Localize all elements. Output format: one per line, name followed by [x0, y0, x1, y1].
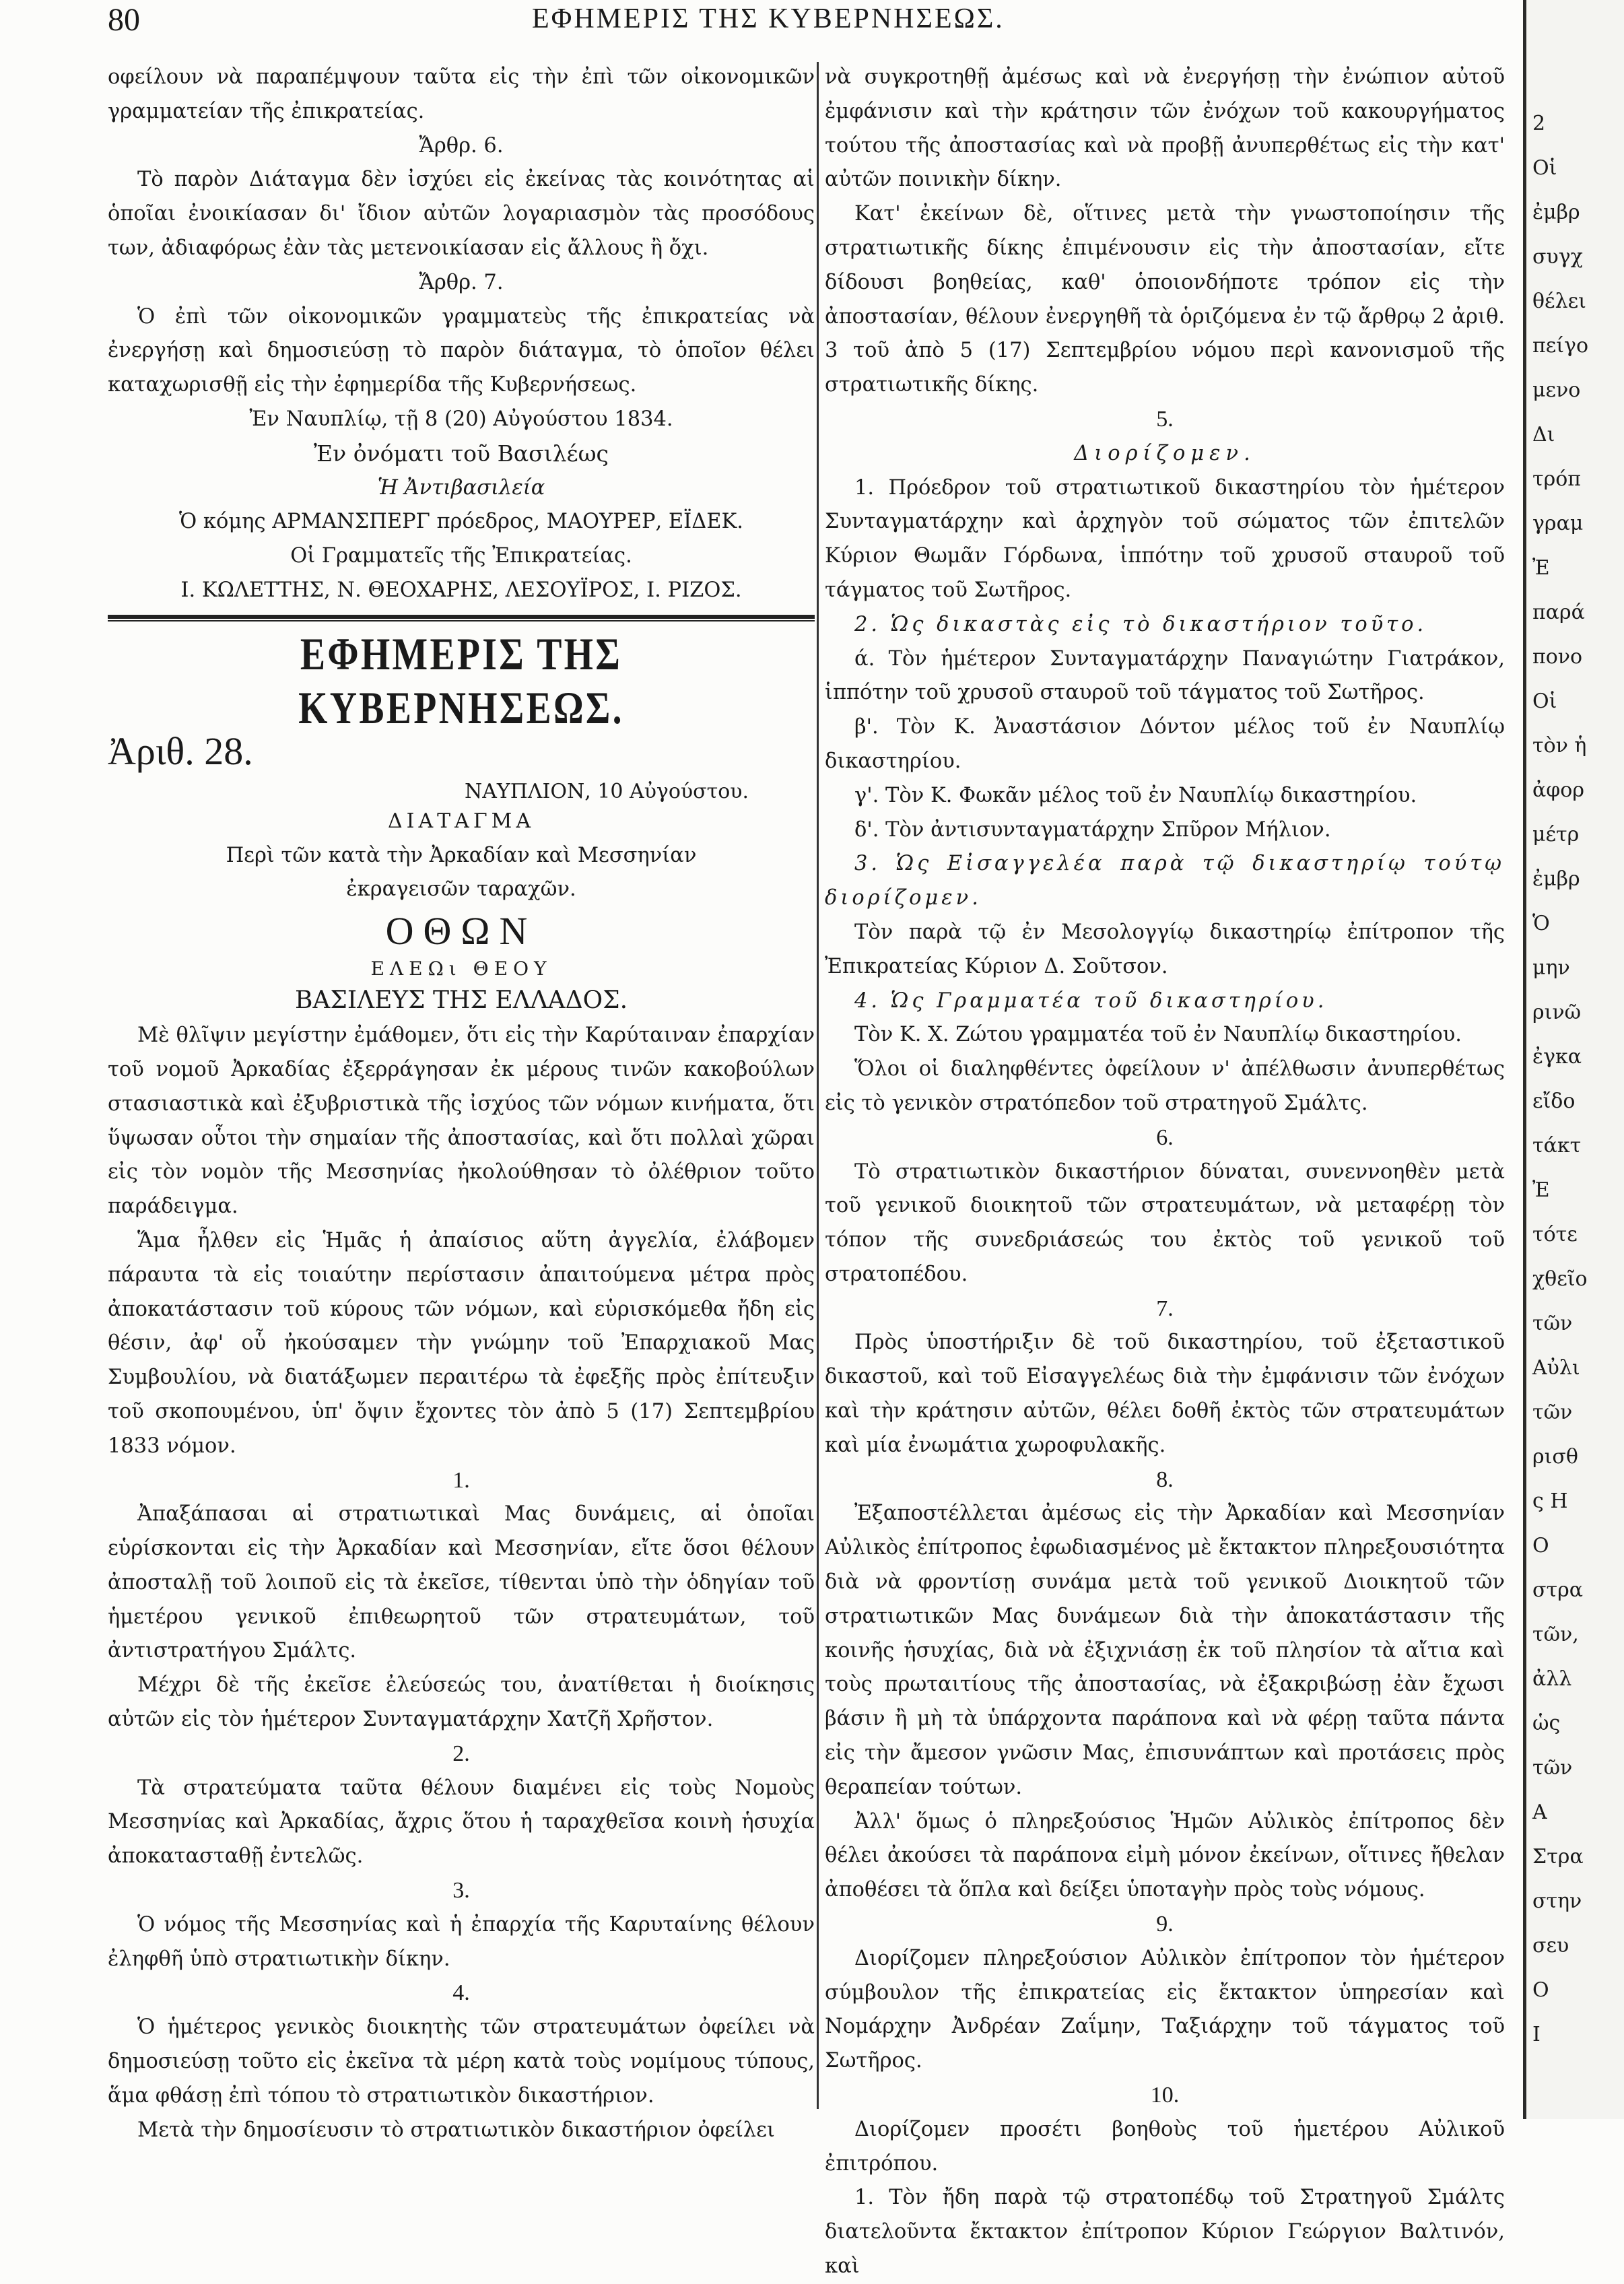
- paragraph: Ἀπαξάπασαι αἱ στρατιωτικαὶ Μας δυνάμεις, αἱ ὁποῖαι εὑρίσκονται εἰς τὴν Ἀρκαδίαν καὶ Μεσσηνίαν, εἴτε ὅσοι θέλουν ἀποσταλῇ τοῦ λοιποῦ εἰς τὰ ἐκεῖσε, τίθενται ὑπὸ τὴν ὁδηγίαν τοῦ ἡμετέρου γενικοῦ ἐπιθεωρητοῦ τῶν στρατευμάτων, τοῦ ἀντιστρατήγου Σμάλτς.: [108, 1502, 815, 1663]
- edge-fragment: τῶν: [1532, 1312, 1573, 1335]
- edge-fragment: τῶν: [1532, 1756, 1573, 1780]
- running-title: ΕΦΗΜΕΡΙΣ ΤΗΣ ΚΥΒΕΡΝΗΣΕΩΣ.: [532, 3, 1005, 34]
- paragraph: Ἅμα ἦλθεν εἰς Ἡμᾶς ἡ ἀπαίσιος αὕτη ἀγγελία, ἐλάβομεν πάραυτα τὰ εἰς τοιαύτην περίστασιν ἀπαιτούμενα μέτρα πρὸς ἀποκατάστασιν τοῦ κύρους τῶν νόμων, καὶ εὑρισκόμεθα ἤδη εἰς θέσιν, ἀφ' οὗ ἠκούσαμεν τὴν γνώμην τοῦ Ἐπαρχιακοῦ Μας Συμβουλίου, νὰ διατάξωμεν περαιτέρω τὰ ἐφεξῆς πρὸς ἐπίτευξιν τοῦ σκοπουμένου, ὑπ' ὄψιν ἔχοντες τὸν ἀπὸ 5 (17) Σεπτεμβρίου 1833 νόμον.: [108, 1228, 815, 1458]
- secretaries-title: Οἱ Γραμματεῖς τῆς Ἐπικρατείας.: [290, 544, 632, 568]
- paragraph: 2. Ὡς δικαστὰς εἰς τὸ δικαστήριον τοῦτο.: [854, 612, 1427, 636]
- edge-fragment: Αὐλι: [1532, 1356, 1580, 1380]
- edge-fragment: μενο: [1532, 378, 1581, 402]
- paragraph: ά. Τὸν ἡμέτερον Συνταγματάρχην Παναγιώτην Γιατράκον, ἱππότην τοῦ χρυσοῦ σταυροῦ τοῦ τάγματος τοῦ Σωτῆρος.: [825, 646, 1505, 705]
- article-heading: Ἄρθρ. 6.: [419, 133, 504, 158]
- issue-row: [108, 729, 815, 805]
- edge-fragment: Ἐ: [1532, 1178, 1550, 1202]
- edge-fragment: τρόπ: [1532, 467, 1582, 491]
- edge-fragment: ἐμβρ: [1532, 867, 1580, 891]
- article-number: 7.: [1156, 1296, 1174, 1321]
- edge-fragment: μην: [1532, 956, 1570, 980]
- edge-fragment: Ἐ: [1532, 556, 1550, 580]
- edge-fragment: Α: [1532, 1801, 1547, 1824]
- article-number: 2.: [452, 1741, 470, 1766]
- page-header: [101, 0, 1522, 39]
- decree-label: ΔΙΑΤΑΓΜΑ: [387, 809, 535, 833]
- right-column: [825, 61, 1505, 2284]
- edge-fragment: στην: [1532, 1889, 1582, 1913]
- paragraph: 3. Ὡς Εἰσαγγελέα παρὰ τῷ δικαστηρίῳ τούτῳ διορίζομεν.: [825, 852, 1505, 910]
- paragraph: 1. Πρόεδρον τοῦ στρατιωτικοῦ δικαστηρίου τὸν ἡμέτερον Συνταγματάρχην καὶ ἀρχηγὸν τοῦ σώματος τῶν ἐπιτελῶν Κύριον Θωμᾶν Γόρδωνα, ἱππότην τοῦ χρυσοῦ σταυροῦ τοῦ τάγματος τοῦ Σωτῆρος.: [825, 475, 1505, 602]
- paragraph: οφείλουν νὰ παραπέμψουν ταῦτα εἰς τὴν ἐπὶ τῶν οἰκονομικῶν γραμματείαν τῆς ἐπικρατείας.: [108, 65, 815, 123]
- edge-fragment: παρά: [1532, 601, 1585, 624]
- edge-fragment: πονο: [1532, 645, 1583, 669]
- article-number: 1.: [452, 1467, 470, 1493]
- section-rule: [108, 620, 815, 622]
- paragraph: 4. Ὡς Γραμματέα τοῦ δικαστηρίου.: [854, 988, 1328, 1013]
- edge-fragment: πείγο: [1532, 334, 1589, 358]
- paragraph: Μετὰ τὴν δημοσίευσιν τὸ στρατιωτικὸν δικαστήριον ὀφείλει: [137, 2118, 775, 2142]
- edge-fragment: στρα: [1532, 1578, 1583, 1602]
- paragraph: γ'. Τὸν Κ. Φωκᾶν μέλος τοῦ ἐν Ναυπλίῳ δικαστηρίου.: [854, 783, 1417, 807]
- edge-fragment: χθεῖο: [1532, 1267, 1588, 1291]
- edge-fragment: μέτρ: [1532, 823, 1580, 846]
- edge-fragment: Ι: [1532, 2023, 1541, 2046]
- edge-fragment: εἴδο: [1532, 1089, 1576, 1113]
- edge-fragment: σευ: [1532, 1934, 1569, 1957]
- article-number: 5.: [1156, 406, 1174, 432]
- page-number: 80: [108, 2, 140, 38]
- paragraph: Ὁ ἡμέτερος γενικὸς διοικητὴς τῶν στρατευμάτων ὀφείλει νὰ δημοσιεύσῃ τοῦτο εἰς ἐκεῖνα τὰ μέρη κατὰ τοὺς νομίμους τύπους, ἅμα φθάσῃ ἐπὶ τόπου τὸ στρατιωτικὸν δικαστήριον.: [108, 2015, 815, 2108]
- edge-fragment: Δι: [1532, 423, 1555, 446]
- masthead: ΕΦΗΜΕΡΙΣ ΤΗΣ ΚΥΒΕΡΝΗΣΕΩΣ.: [298, 628, 624, 733]
- left-column: [108, 61, 815, 2147]
- king-title: ΒΑΣΙΛΕΥΣ ΤΗΣ ΕΛΛΑΔΟΣ.: [294, 986, 628, 1015]
- column-divider: [817, 62, 819, 2109]
- edge-fragment: τῶν,: [1532, 1623, 1579, 1646]
- paragraph: νὰ συγκροτηθῇ ἀμέσως καὶ νὰ ἐνεργήσῃ τὴν ἐνώπιον αὐτοῦ ἐμφάνισιν καὶ τὴν κράτησιν τῶν ἐνόχων τοῦ κακουργήματος τούτου τῆς ἀποστασίας καὶ νὰ προβῇ ἀνυπερθέτως εἰς τὴν κατ' αὐτῶν ποινικὴν δίκην.: [825, 65, 1505, 192]
- edge-fragment: ὡς: [1532, 1712, 1561, 1735]
- paragraph: Τὸν παρὰ τῷ ἐν Μεσολογγίῳ δικαστηρίῳ ἐπίτροπον τῆς Ἐπικρατείας Κύριον Δ. Σοῦτσον.: [825, 920, 1505, 978]
- paragraph: Ὁ ἐπὶ τῶν οἰκονομικῶν γραμματεὺς τῆς ἐπικρατείας νὰ ἐνεργήσῃ καὶ δημοσιεύσῃ τὸ παρὸν διάταγμα, τὸ ὁποῖον θέλει καταχωρισθῇ εἰς τὴν ἐφημερίδα τῆς Κυβερνήσεως.: [108, 304, 815, 397]
- paragraph: 1. Τὸν ἤδη παρὰ τῷ στρατοπέδῳ τοῦ Στρατηγοῦ Σμάλτς διατελοῦντα ἔκτακτον ἐπίτροπον Κύριον Γεώργιον Βαλτινόν, καὶ: [825, 2186, 1505, 2278]
- edge-fragment: Ο: [1532, 1534, 1549, 1557]
- edge-fragment: τῶν: [1532, 1401, 1573, 1424]
- edge-fragment: τάκτ: [1532, 1134, 1582, 1157]
- edge-fragment: ἀλλ: [1532, 1667, 1572, 1691]
- by-grace-of-god: ΕΛΕΩι ΘΕΟΥ: [370, 958, 552, 980]
- section-rule: [108, 615, 815, 619]
- paragraph: Τὰ στρατεύματα ταῦτα θέλουν διαμένει εἰς τοὺς Νομοὺς Μεσσηνίας καὶ Ἀρκαδίας, ἄχρις ὅτου ἡ ταραχθεῖσα κοινὴ ἡσυχία ἀποκατασταθῇ ἐντελῶς.: [108, 1776, 815, 1869]
- facing-page-edge: [1523, 0, 1624, 2119]
- issue-number: Ἀριθ. 28.: [108, 729, 253, 773]
- paragraph: Τὸ στρατιωτικὸν δικαστήριον δύναται, συνεννοηθὲν μετὰ τοῦ γενικοῦ διοικητοῦ τῶν στρατευμάτων, νὰ μεταφέρῃ τὸν τόπον τῆς συνεδριάσεώς του ἐκτὸς τοῦ γενικοῦ τοῦ στρατοπέδου.: [825, 1160, 1505, 1286]
- edge-fragment: Οἱ: [1532, 690, 1557, 713]
- article-number: 4.: [452, 1980, 470, 2006]
- edge-fragment: συγχ: [1532, 245, 1583, 269]
- article-number: 3.: [452, 1878, 470, 1904]
- edge-fragment: ἐγκα: [1532, 1045, 1582, 1069]
- edge-fragment: Στρα: [1532, 1845, 1584, 1869]
- king-name: ΟΘΩΝ: [385, 909, 537, 953]
- date-line: Ἐν Ναυπλίῳ, τῇ 8 (20) Αὐγούστου 1834.: [249, 407, 673, 431]
- binding-rule: [1523, 0, 1526, 2119]
- secretaries-names: Ι. ΚΩΛΕΤΤΗΣ, Ν. ΘΕΟΧΑΡΗΣ, ΛΕΣΟΥΪΡΟΣ, Ι. ΡΙΖΟΣ.: [180, 578, 742, 602]
- article-number: 8.: [1156, 1467, 1174, 1492]
- edge-fragment: Οἱ: [1532, 156, 1557, 180]
- regency-members: Ὁ κόμης ΑΡΜΑΝΣΠΕΡΓ πρόεδρος, ΜΑΟΥΡΕΡ, ΕΪΔΕΚ.: [179, 510, 743, 534]
- in-name-line: Ἐν ὀνόματι τοῦ Βασιλέως: [314, 440, 609, 467]
- paragraph: Πρὸς ὑποστήριξιν δὲ τοῦ δικαστηρίου, τοῦ ἐξεταστικοῦ δικαστοῦ, καὶ τοῦ Εἰσαγγελέως διὰ τὴν ἐμφάνισιν τῶν ἐνόχων καὶ τὴν κράτησιν αὐτῶν, θέλει δοθῆ ἐκτὸς τῶν στρατευμάτων καὶ μία ἐνωμάτια χωροφυλακῆς.: [825, 1331, 1505, 1457]
- edge-fragment: θέλει: [1532, 290, 1586, 313]
- article-number: 10.: [1150, 2083, 1180, 2108]
- paragraph: β'. Τὸν Κ. Ἀναστάσιον Δόντον μέλος τοῦ ἐν Ναυπλίῳ δικαστηρίου.: [825, 715, 1505, 773]
- paragraph: Ὁ νόμος τῆς Μεσσηνίας καὶ ἡ ἐπαρχία τῆς Καρυταίνης θέλουν ἐληφθῆ ὑπὸ στρατιωτικὴν δίκην.: [108, 1912, 815, 1971]
- paragraph: Κατ' ἐκείνων δὲ, οἵτινες μετὰ τὴν γνωστοποίησιν τῆς στρατιωτικῆς δίκης ἐπιμένουσιν εἰς τὴν ἀποστασίαν, εἴτε δίδουσι βοηθείας, καθ' ὁποιονδήποτε τρόπον εἰς τὴν ἀποστασίαν, θέλουν ἐνεργηθῆ τὰ ὁριζόμενα ἐν τῷ ἄρθρῳ 2 ἀριθ. 3 τοῦ ἀπὸ 5 (17) Σεπτεμβρίου νόμου περὶ κανονισμοῦ τῆς στρατιωτικῆς δίκης.: [825, 202, 1505, 397]
- paragraph: Ἐξαποστέλλεται ἀμέσως εἰς τὴν Ἀρκαδίαν καὶ Μεσσηνίαν Αὐλικὸς ἐπίτροπος ἐφωδιασμένος μὲ ἔκτακτον πληρεξουσιότητα διὰ νὰ φροντίσῃ συνάμα μετὰ τοῦ γενικοῦ Διοικητοῦ τῶν στρατιωτικῶν Μας δυνάμεων διὰ τὴν ἀποκατάστασιν τῆς κοινῆς ἡσυχίας, διὰ νὰ ἐξιχνιάσῃ ἐκ τοῦ πλησίον τὰ αἴτια καὶ τοὺς πρωταιτίους τῆς ἀποστασίας, νὰ ἐξακριβώσῃ ἐὰν ἔχωσι βάσιν ἢ μὴ τὰ ὑπάρχοντα παράπονα καὶ νὰ φέρῃ ταῦτα πάντα εἰς τὴν ἄμεσον γνῶσιν Μας, ἐπισυνάπτων καὶ προτάσεις πρὸς θεραπείαν τούτων.: [825, 1502, 1505, 1799]
- dateline: ΝΑΥΠΛΙΟΝ, 10 Αὐγούστου.: [465, 779, 749, 803]
- edge-fragment: Ὁ: [1532, 912, 1550, 935]
- edge-fragment: τὸν ἡ: [1532, 734, 1587, 758]
- regency-line: Ἡ Ἀντιβασιλεία: [377, 475, 545, 500]
- appoint-heading: Διορίζομεν.: [1074, 441, 1256, 465]
- paragraph: Ὅλοι οἱ διαληφθέντες ὀφείλουν ν' ἀπέλθωσιν ἀνυπερθέτως εἰς τὸ γενικὸν στρατόπεδον τοῦ στρατηγοῦ Σμάλτς.: [825, 1057, 1505, 1115]
- paragraph: Μὲ θλῖψιν μεγίστην ἐμάθομεν, ὅτι εἰς τὴν Καρύταιναν ἐπαρχίαν τοῦ νομοῦ Ἀρκαδίας ἐξερράγησαν ἐκ μέρους τινῶν κακοβούλων στασιαστικὰ καὶ ἐξυβριστικὰ τῆς ἰσχύος τῶν νόμων κινήματα, ὅτι ὕψωσαν οὗτοι τὴν σημαίαν τῆς ἀποστασίας, καὶ ὅτι πολλαὶ χῶραι εἰς τὸν νομὸν τῆς Μεσσηνίας ἠκολούθησαν τὸ ὀλέθριον τοῦτο παράδειγμα.: [108, 1023, 815, 1219]
- paragraph: Μέχρι δὲ τῆς ἐκεῖσε ἐλεύσεώς του, ἀνατίθεται ἡ διοίκησις αὐτῶν εἰς τὸν ἡμέτερον Συνταγματάρχην Χατζῆ Χρῆστον.: [108, 1673, 815, 1732]
- edge-fragment: 2: [1532, 112, 1546, 135]
- edge-fragment: ἀφορ: [1532, 778, 1584, 802]
- decree-subject: Περὶ τῶν κατὰ τὴν Ἀρκαδίαν καὶ Μεσσηνίαν ἐκραγεισῶν ταραχῶν.: [226, 843, 697, 902]
- edge-fragment: Ο: [1532, 1978, 1549, 2002]
- edge-fragment: γραμ: [1532, 512, 1584, 535]
- article-number: 6.: [1156, 1124, 1174, 1150]
- article-heading: Ἄρθρ. 7.: [419, 270, 504, 294]
- edge-fragment: τότε: [1532, 1223, 1578, 1246]
- edge-fragment: ς Η: [1532, 1489, 1568, 1513]
- paragraph: Διορίζομεν πληρεξούσιον Αὐλικὸν ἐπίτροπον τὸν ἡμέτερον σύμβουλον τῆς ἐπικρατείας εἰς ἔκτακτον ὑπηρεσίαν καὶ Νομάρχην Ἀνδρέαν Ζαΐμην, Ταξιάρχην τοῦ τάγματος τοῦ Σωτῆρος.: [825, 1946, 1505, 2073]
- edge-fragment: ἐμβρ: [1532, 201, 1580, 224]
- article-number: 9.: [1156, 1912, 1174, 1937]
- paragraph: Τὸ παρὸν Διάταγμα δὲν ἰσχύει εἰς ἐκείνας τὰς κοινότητας αἱ ὁποῖαι ἐνοικίασαν δι' ἴδιον αὐτῶν λογαριασμὸν τὰς προσόδους των, ἀδιαφόρως ἐὰν τὰς μετενοικίασαν εἰς ἄλλους ἢ ὄχι.: [108, 168, 815, 260]
- paragraph: Τὸν Κ. Χ. Ζώτου γραμματέα τοῦ ἐν Ναυπλίῳ δικαστηρίου.: [854, 1023, 1462, 1047]
- paragraph: δ'. Τὸν ἀντισυνταγματάρχην Σπῦρον Μήλιον.: [854, 817, 1331, 842]
- edge-fragment: ρινῶ: [1532, 1001, 1582, 1024]
- paragraph: Διορίζομεν προσέτι βοηθοὺς τοῦ ἡμετέρου Αὐλικοῦ ἐπιτρόπου.: [825, 2117, 1505, 2176]
- paragraph: Ἀλλ' ὅμως ὁ πληρεξούσιος Ἡμῶν Αὐλικὸς ἐπίτροπος δὲν θέλει ἀκούσει τὰ παράπονα εἰμὴ μόνον ἐκείνων, οἵτινες ἤθελαν ἀποθέσει τὰ ὅπλα καὶ δείξει ὑποταγὴν πρὸς τοὺς νόμους.: [825, 1809, 1505, 1902]
- edge-fragment: ρισθ: [1532, 1445, 1578, 1469]
